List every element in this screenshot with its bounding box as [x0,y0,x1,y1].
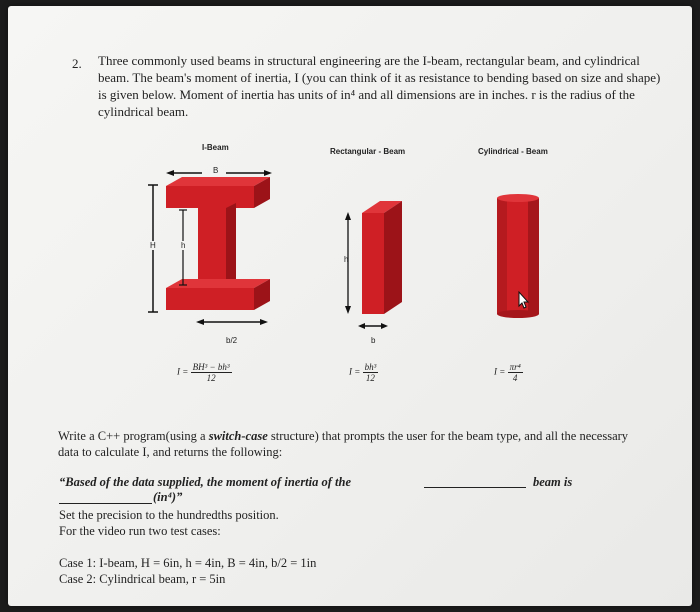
rect-beam-shape [362,201,402,314]
question-number: 2. [72,56,82,71]
precision-line: Set the precision to the hundredths position. [59,508,279,522]
cyl-formula-lhs: I = [494,366,506,377]
cyl-formula-denominator: 4 [512,373,518,383]
rect-formula [349,362,378,383]
switch-case-text: switch-case [208,429,268,443]
rect-formula-denominator: 12 [365,373,375,383]
case1-line: Case 1: I-beam, H = 6in, h = 4in, B = 4in, b/2 = 1in [59,556,317,570]
write-text-2: structure) that prompts the user for the beam type, and all the necessary data to calculate I, and returns the following: [58,429,629,459]
rect-formula-lhs: I = [349,366,361,377]
cyl-beam-shape [497,194,539,318]
quote-part3: (in⁴)” [153,490,183,504]
intro-paragraph: Three commonly used beams in structural engineering are the I-beam, rectangular beam, and cylindrical beam. The beam's moment of inertia, I (you can think of it as resistance to bending based on size and shape) is given below. Moment of inertia has units of in⁴ and all dimensions are in inches. r is the radius of the cylindrical beam. [98,53,661,119]
dimension-b2-arrow [196,319,268,325]
cyl-beam-title: Cylindrical - Beam [478,147,548,156]
rect-dimension-h-label: h [344,255,349,264]
rect-dimension-b-label: b [371,336,376,345]
write-text: Write a C++ program(using a [58,429,206,443]
dimension-h-outer-label: H [150,241,156,250]
dimension-h-inner-label: h [181,241,186,250]
dimension-b2-label: b/2 [226,336,238,345]
quote-part2: beam is [533,475,573,489]
ibeam-formula-denominator: 12 [206,373,216,383]
rect-formula-numerator: bh³ [364,362,377,372]
case2-line: Case 2: Cylindrical beam, r = 5in [59,572,226,586]
ibeam-title: I-Beam [202,143,229,152]
result-blank [59,503,152,504]
write-instructions [58,428,638,460]
video-line: For the video run two test cases: [59,524,221,538]
cyl-formula-numerator: πr⁴ [509,362,521,372]
rect-beam-title: Rectangular - Beam [330,147,406,156]
dimension-b-label: B [213,166,219,175]
quote-part1: “Based of the data supplied, the moment of inertia of the [59,475,352,489]
ibeam-formula-numerator: BH³ − bh³ [192,362,230,372]
rect-dimension-b-arrow [358,323,388,329]
ibeam-formula [177,362,232,383]
ibeam-formula-lhs: I = [177,366,189,377]
cyl-formula [494,362,523,383]
beam-type-blank [424,487,526,488]
